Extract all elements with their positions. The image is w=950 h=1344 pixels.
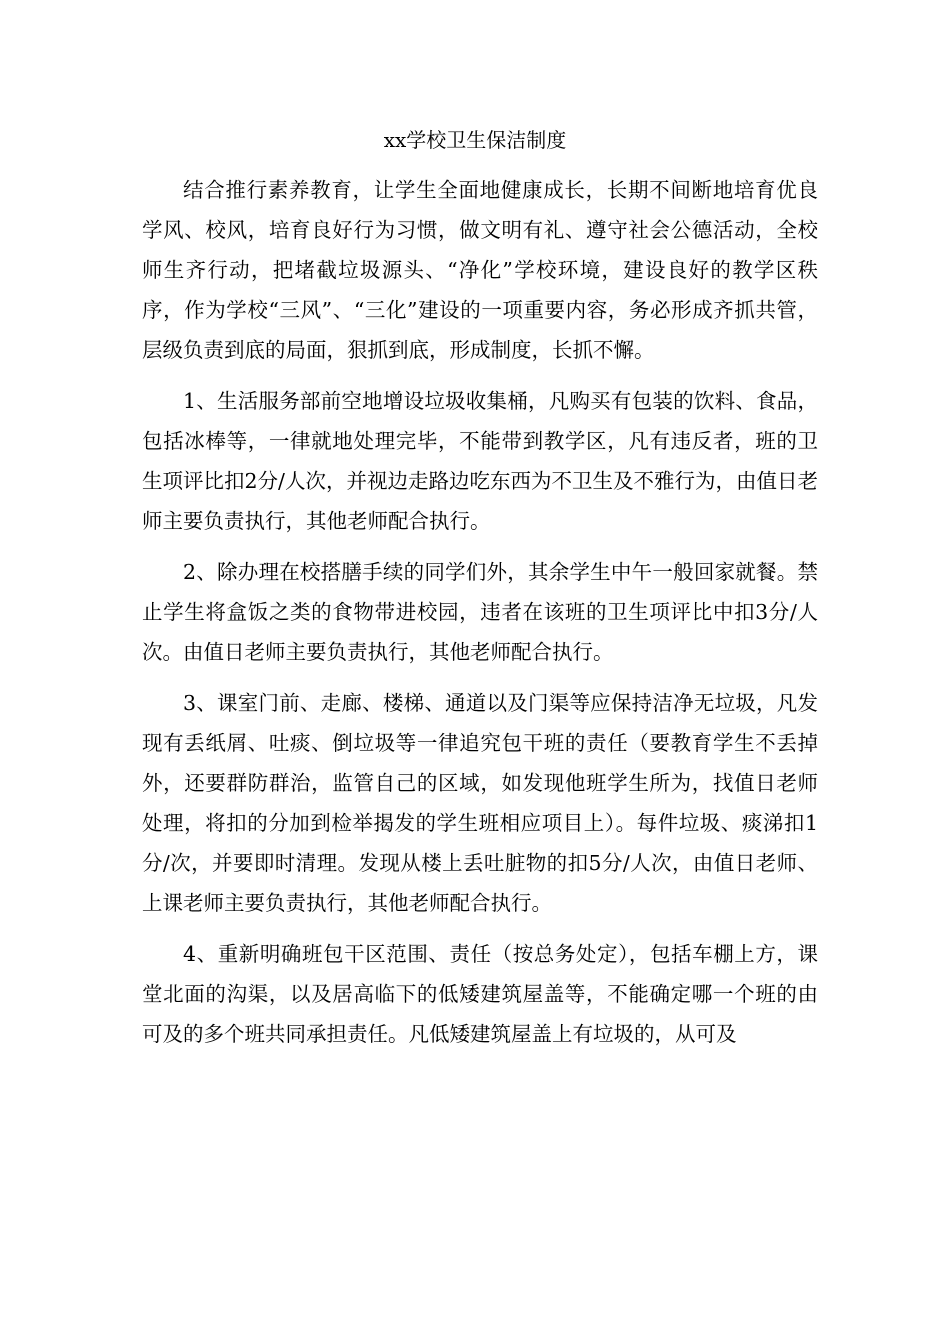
paragraph-intro: 结合推行素养教育，让学生全面地健康成长，长期不间断地培育优良学风、校风，培育良好行为习惯，做文明有礼、遵守社会公德活动，全校师生齐行动，把堵截垃圾源头、“净化”学校环境，建设良好的教学区秩序，作为学校“三风”、“三化”建设的一项重要内容，务必形成齐抓共管，层级负责到底的局面，狠抓到底，形成制度，长抓不懈。 [142,178,818,362]
document-title: xx学校卫生保洁制度 [383,128,567,152]
paragraph-rule-1: 1、生活服务部前空地增设垃圾收集桶，凡购买有包装的饮料、食品，包括冰棒等，一律就地处理完毕，不能带到教学区，凡有违反者，班的卫生项评比扣2分/人次，并视边走路边吃东西为不卫生及不雅行为，由值日老师主要负责执行，其他老师配合执行。 [142,389,818,533]
document-body [142,170,818,1065]
paragraph-rule-4: 4、重新明确班包干区范围、责任（按总务处定），包括车棚上方，课堂北面的沟渠，以及居高临下的低矮建筑屋盖等，不能确定哪一个班的由可及的多个班共同承担责任。凡低矮建筑屋盖上有垃圾的，从可及 [142,942,818,1046]
paragraph-rule-2: 2、除办理在校搭膳手续的同学们外，其余学生中午一般回家就餐。禁止学生将盒饭之类的食物带进校园，违者在该班的卫生项评比中扣3分/人次。由值日老师主要负责执行，其他老师配合执行。 [142,560,818,664]
paragraph-rule-3: 3、课室门前、走廊、楼梯、通道以及门渠等应保持洁净无垃圾，凡发现有丢纸屑、吐痰、倒垃圾等一律追究包干班的责任（要教育学生不丢掉外，还要群防群治，监管自己的区域，如发现他班学生所为，找值日老师处理，将扣的分加到检举揭发的学生班相应项目上）。每件垃圾、痰涕扣1分/次，并要即时清理。发现从楼上丢吐脏物的扣5分/人次，由值日老师、上课老师主要负责执行，其他老师配合执行。 [142,691,818,915]
